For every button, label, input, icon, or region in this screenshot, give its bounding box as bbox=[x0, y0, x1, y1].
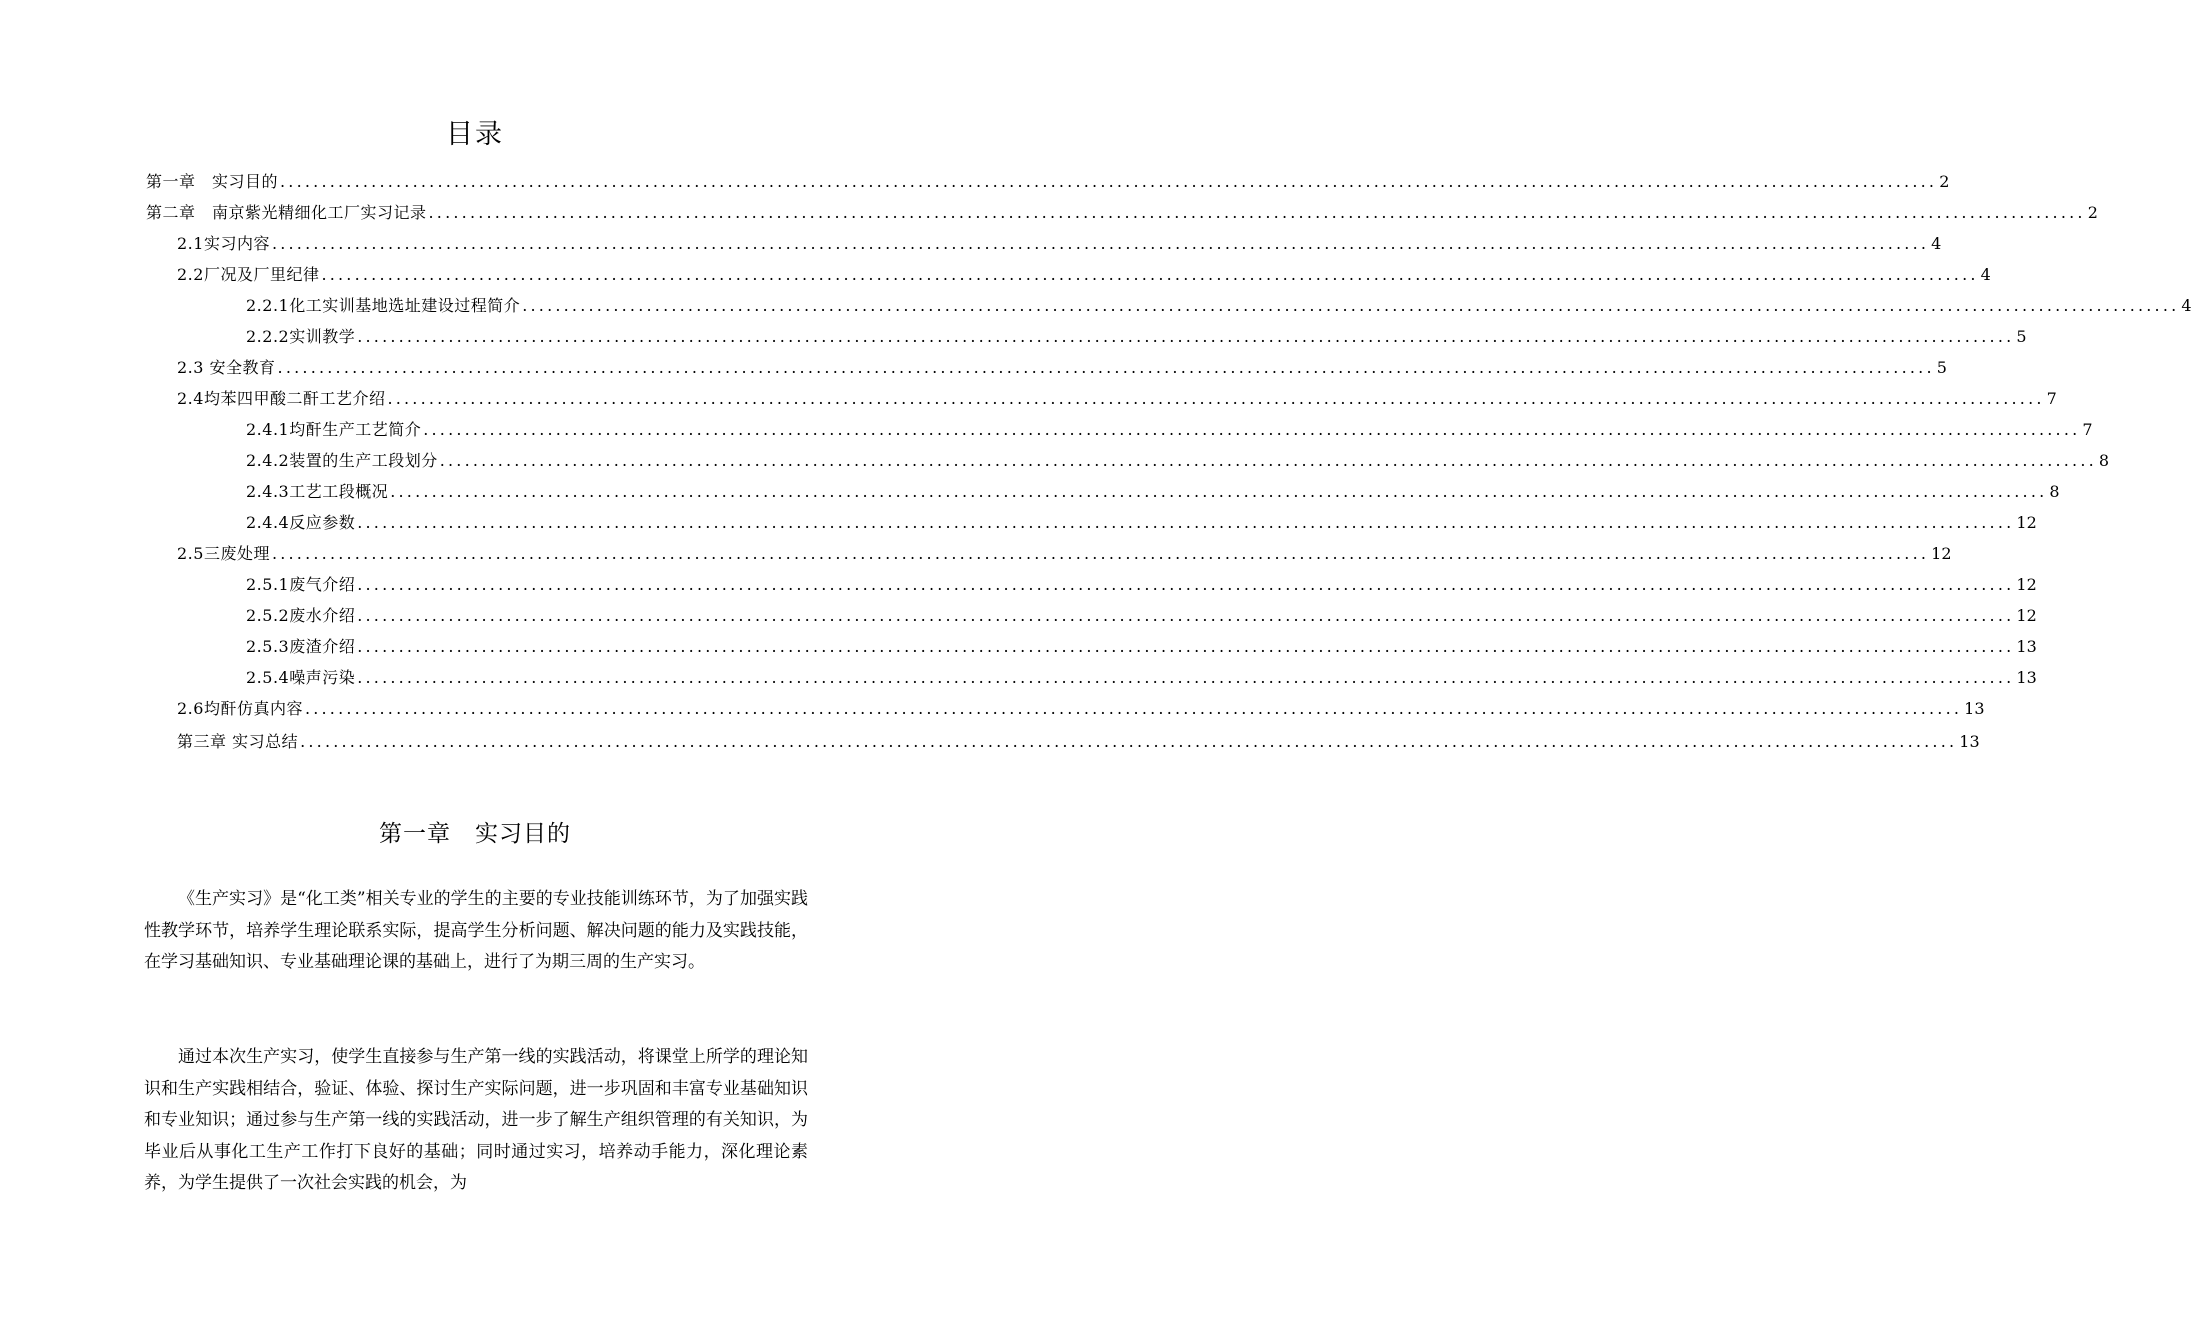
toc-entry[interactable] bbox=[246, 633, 2037, 657]
toc-page-number: 12 bbox=[2016, 513, 2037, 532]
toc-entry-label: 2.4均苯四甲酸二酐工艺介绍 bbox=[177, 389, 386, 408]
toc-entry[interactable] bbox=[246, 292, 2192, 316]
toc-page-number: 13 bbox=[2016, 668, 2037, 687]
toc-entry[interactable] bbox=[146, 199, 2098, 223]
toc-entry-label: 2.5.1废气介绍 bbox=[246, 575, 356, 594]
toc-entry-label: 2.1实习内容 bbox=[177, 234, 270, 253]
toc-entry[interactable] bbox=[246, 478, 2060, 502]
toc-dot-leader: ........................................................................................................................................................................................................ bbox=[304, 699, 1963, 718]
toc-dot-leader: ........................................................................................................................................................................................................ bbox=[357, 327, 2015, 346]
toc-dot-leader: ........................................................................................................................................................................................................ bbox=[522, 296, 2180, 315]
toc-dot-leader: ........................................................................................................................................................................................................ bbox=[357, 637, 2015, 656]
toc-page-number: 5 bbox=[1936, 358, 1947, 377]
toc-dot-leader: ........................................................................................................................................................................................................ bbox=[428, 203, 2086, 222]
toc-entry[interactable] bbox=[246, 509, 2037, 533]
toc-entry[interactable] bbox=[177, 385, 2057, 409]
toc-page-number: 7 bbox=[2082, 420, 2093, 439]
toc-entry-label: 2.2厂况及厂里纪律 bbox=[177, 265, 320, 284]
toc-entry-label: 2.3 安全教育 bbox=[177, 358, 276, 377]
toc-entry[interactable] bbox=[246, 602, 2037, 626]
toc-page-number: 2 bbox=[1939, 172, 1950, 191]
body-paragraph: 《生产实习》是“化工类”相关专业的学生的主要的专业技能训练环节，为了加强实践性教学环节，培养学生理论联系实际，提高学生分析问题、解决问题的能力及实践技能，在学习基础知识、专业基础理论课的基础上，进行了为期三周的生产实习。 bbox=[144, 889, 808, 972]
toc-dot-leader: ........................................................................................................................................................................................................ bbox=[390, 482, 2048, 501]
toc-entry[interactable] bbox=[246, 416, 2093, 440]
toc-dot-leader: ........................................................................................................................................................................................................ bbox=[423, 420, 2081, 439]
toc-entry-label: 2.4.1均酐生产工艺简介 bbox=[246, 420, 422, 439]
toc-page-number: 7 bbox=[2046, 389, 2057, 408]
toc-dot-leader: ........................................................................................................................................................................................................ bbox=[271, 234, 1930, 253]
toc-entry-label: 2.5.4噪声污染 bbox=[246, 668, 356, 687]
toc-entry[interactable] bbox=[246, 571, 2037, 595]
toc-entry-label: 2.4.4反应参数 bbox=[246, 513, 356, 532]
chapter-heading: 第一章 实习目的 bbox=[379, 821, 571, 847]
toc-entry[interactable] bbox=[177, 354, 1947, 378]
toc-page-number: 2 bbox=[2087, 203, 2098, 222]
toc-dot-leader: ........................................................................................................................................................................................................ bbox=[357, 575, 2015, 594]
toc-entry[interactable] bbox=[246, 664, 2037, 688]
toc-entry-label: 2.4.3工艺工段概况 bbox=[246, 482, 389, 501]
toc-entry[interactable] bbox=[177, 230, 1942, 254]
toc-page-number: 12 bbox=[1931, 544, 1952, 563]
toc-page-number: 4 bbox=[1980, 265, 1991, 284]
toc-entry-label: 2.4.2装置的生产工段划分 bbox=[246, 451, 438, 470]
toc-dot-leader: ........................................................................................................................................................................................................ bbox=[300, 732, 1958, 751]
toc-dot-leader: ........................................................................................................................................................................................................ bbox=[277, 358, 1935, 377]
toc-entry-label: 2.6均酐仿真内容 bbox=[177, 699, 303, 718]
toc-entry-label: 2.5.3废渣介绍 bbox=[246, 637, 356, 656]
toc-page-number: 8 bbox=[2049, 482, 2060, 501]
toc-dot-leader: ........................................................................................................................................................................................................ bbox=[357, 606, 2015, 625]
toc-title: 目录 bbox=[446, 119, 504, 150]
toc-dot-leader: ........................................................................................................................................................................................................ bbox=[387, 389, 2045, 408]
toc-page-number: 13 bbox=[1959, 732, 1980, 751]
toc-dot-leader: ........................................................................................................................................................................................................ bbox=[357, 513, 2015, 532]
toc-dot-leader: ........................................................................................................................................................................................................ bbox=[357, 668, 2015, 687]
toc-entry-label: 第一章 实习目的 bbox=[146, 172, 279, 191]
toc-entry[interactable] bbox=[177, 695, 1985, 719]
toc-page-number: 13 bbox=[2016, 637, 2037, 656]
toc-entry-label: 2.2.1化工实训基地选址建设过程简介 bbox=[246, 296, 521, 315]
toc-entry[interactable] bbox=[177, 540, 1952, 564]
toc-entry-label: 第三章 实习总结 bbox=[177, 732, 299, 751]
toc-entry-label: 2.5三废处理 bbox=[177, 544, 270, 563]
toc-entry-label: 第二章 南京紫光精细化工厂实习记录 bbox=[146, 203, 427, 222]
toc-page-number: 13 bbox=[1964, 699, 1985, 718]
toc-page-number: 12 bbox=[2016, 606, 2037, 625]
toc-page-number: 8 bbox=[2098, 451, 2110, 470]
toc-entry[interactable] bbox=[177, 261, 1991, 285]
toc-dot-leader: ........................................................................................................................................................................................................ bbox=[321, 265, 1979, 284]
toc-entry-label: 2.5.2废水介绍 bbox=[246, 606, 356, 625]
toc-entry[interactable] bbox=[146, 168, 1950, 192]
toc-page-number: 12 bbox=[2016, 575, 2037, 594]
toc-dot-leader: ........................................................................................................................................................................................................ bbox=[280, 172, 1938, 191]
toc-page-number: 4 bbox=[2181, 296, 2192, 315]
toc-entry[interactable] bbox=[246, 447, 2110, 471]
toc-page-number: 5 bbox=[2016, 327, 2027, 346]
body-paragraph: 通过本次生产实习，使学生直接参与生产第一线的实践活动，将课堂上所学的理论知识和生产实践相结合，验证、体验、探讨生产实际问题，进一步巩固和丰富专业基础知识和专业知识；通过参与生产第一线的实践活动，进一步了解生产组织管理的有关知识，为毕业后从事化工生产工作打下良好的基础；同时通过实习，培养动手能力，深化理论素养，为学生提供了一次社会实践的机会，为 bbox=[144, 1047, 808, 1193]
toc-dot-leader: ........................................................................................................................................................................................................ bbox=[271, 544, 1930, 563]
toc-page-number: 4 bbox=[1931, 234, 1942, 253]
toc-entry[interactable] bbox=[246, 323, 2027, 347]
toc-entry[interactable] bbox=[177, 728, 1980, 752]
toc-dot-leader: ........................................................................................................................................................................................................ bbox=[439, 451, 2097, 470]
toc-entry-label: 2.2.2实训教学 bbox=[246, 327, 356, 346]
